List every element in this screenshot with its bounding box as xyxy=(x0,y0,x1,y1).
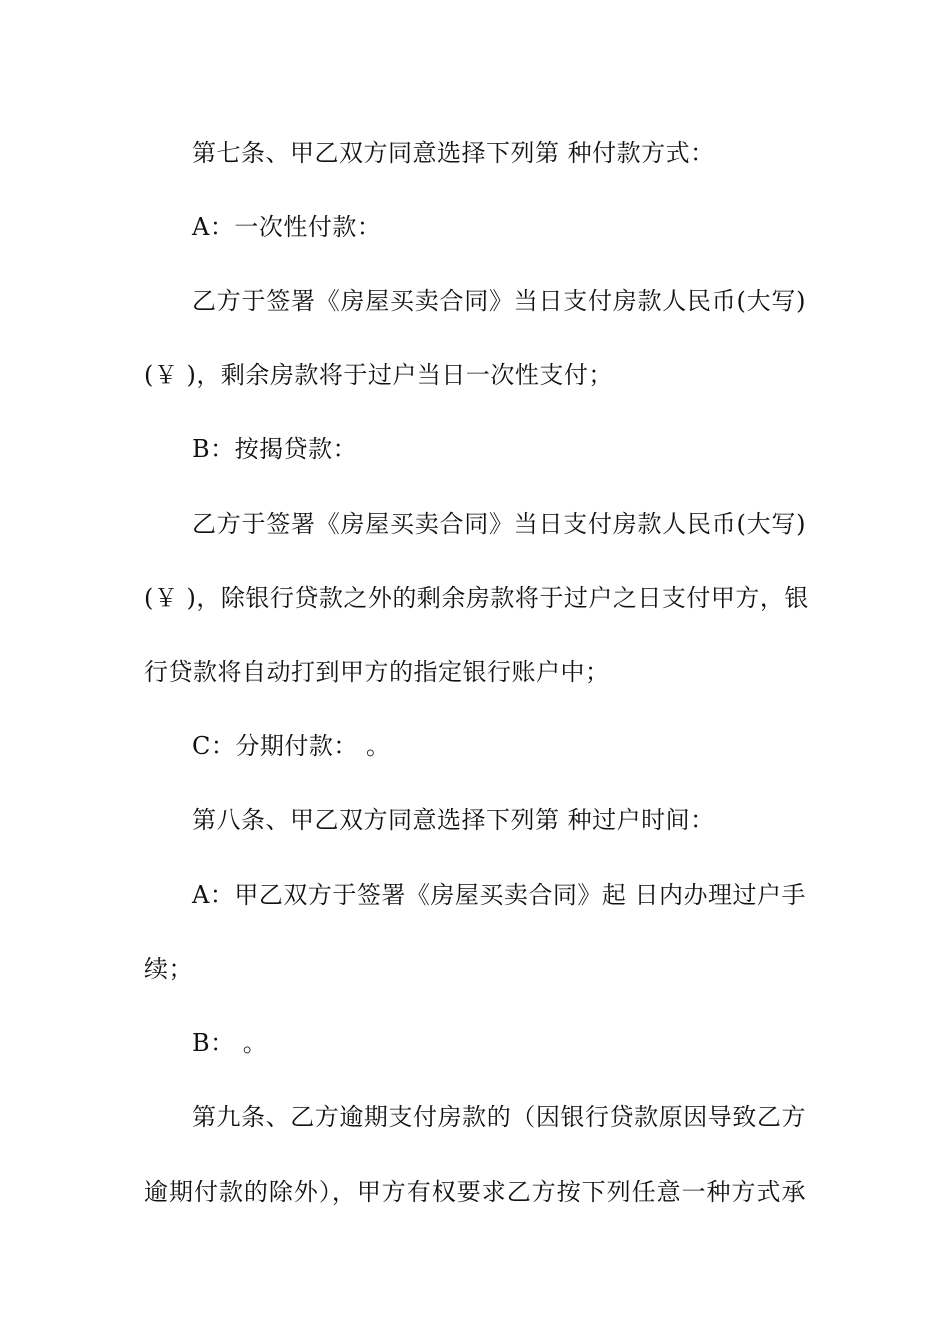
option-a-label: A：一次性付款： xyxy=(192,213,382,241)
article-8-option-a-line-1: A：甲乙双方于签署《房屋买卖合同》起 日内办理过户手 xyxy=(192,881,806,909)
article-8-option-b: B： 。 xyxy=(192,1029,268,1057)
option-c-text: C：分期付款： 。 xyxy=(192,732,391,760)
option-b-text-line-1: 乙方于签署《房屋买卖合同》当日支付房款人民币(大写) xyxy=(192,510,806,538)
article-8-heading: 第八条、甲乙双方同意选择下列第 种过户时间： xyxy=(192,806,715,834)
article-9-line-2: 逾期付款的除外），甲方有权要求乙方按下列任意一种方式承 xyxy=(144,1178,806,1206)
option-b-label: B：按揭贷款： xyxy=(192,435,358,463)
option-b-text-line-2: (￥ )，除银行贷款之外的剩余房款将于过户之日支付甲方，银 xyxy=(144,584,809,612)
article-8-option-a-line-2: 续； xyxy=(144,955,193,983)
option-a-text-line-2: (￥ )，剩余房款将于过户当日一次性支付； xyxy=(144,361,613,389)
option-a-text-line-1: 乙方于签署《房屋买卖合同》当日支付房款人民币(大写) xyxy=(192,287,806,315)
option-b-text-line-3: 行贷款将自动打到甲方的指定银行账户中； xyxy=(144,658,610,686)
article-9-line-1: 第九条、乙方逾期支付房款的（因银行贷款原因导致乙方 xyxy=(192,1103,806,1131)
article-7-heading: 第七条、甲乙双方同意选择下列第 种付款方式： xyxy=(192,139,715,167)
